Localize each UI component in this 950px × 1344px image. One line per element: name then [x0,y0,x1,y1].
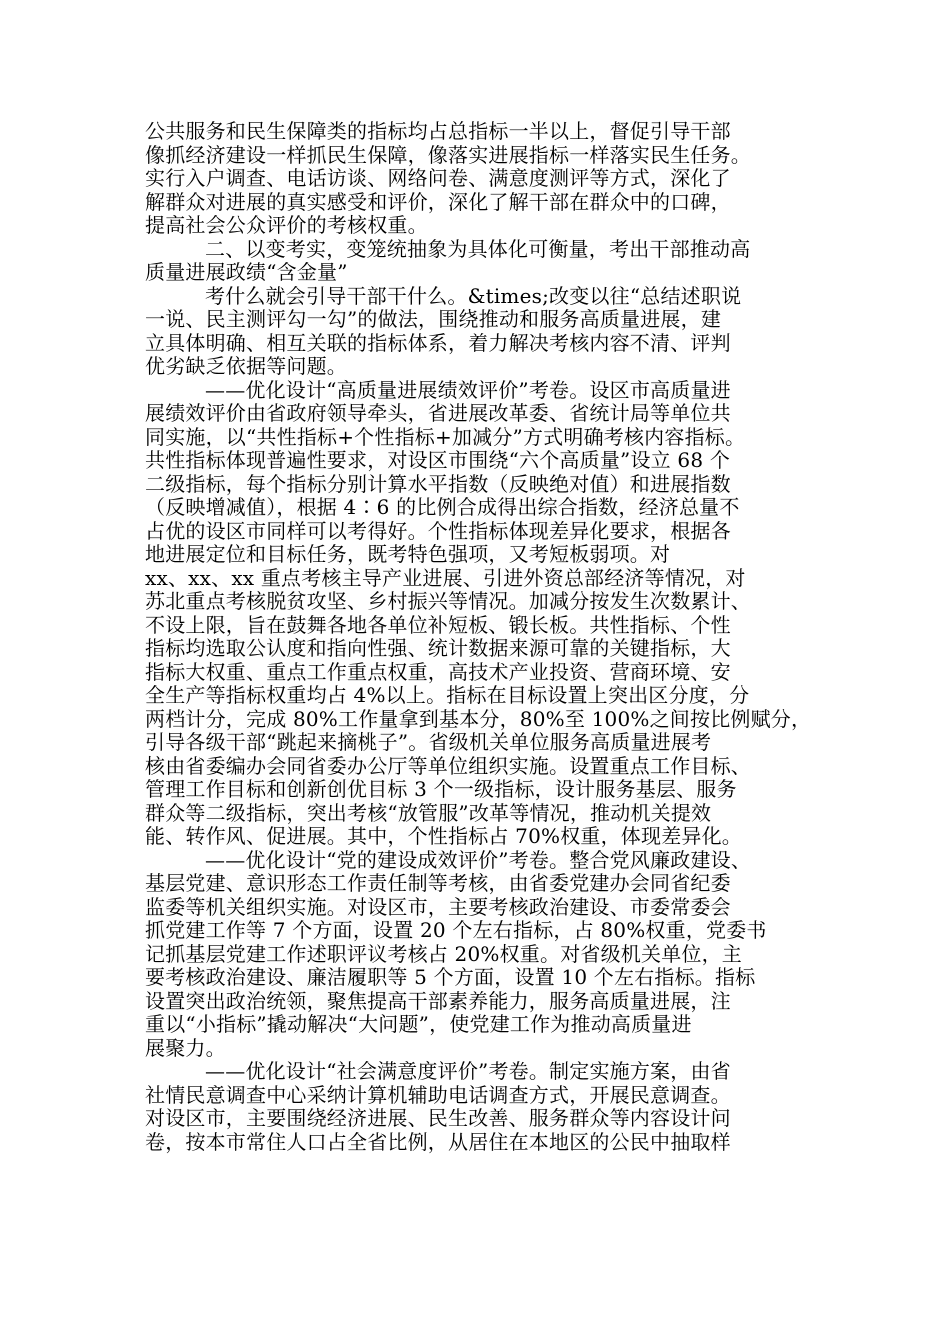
text-line: 同实施，以“共性指标+个性指标+加减分”方式明确考核内容指标。 [145,424,746,449]
text-line: 能、转作风、促进展。其中，个性指标占 70%权重，体现差异化。 [145,824,743,848]
text-line: 监委等机关组织实施。对设区市，主要考核政治建设、市委常委会 [145,894,731,919]
document-body [145,120,825,1154]
text-line: （反映增减值），根据 4∶6 的比例合成得出综合指数，经济总量不 [145,495,740,519]
text-line: ——优化设计“社会满意度评价”考卷。制定实施方案，由省 [205,1059,731,1083]
text-line: 对设区市，主要围绕经济进展、民生改善、服务群众等内容设计问 [145,1106,731,1130]
text-line: 指标大权重、重点工作重点权重，高技术产业投资、营商环境、安 [145,659,731,684]
text-line: 要考核政治建设、廉洁履职等 5 个方面，设置 10 个左右指标。指标 [145,965,756,989]
text-line: 基层党建、意识形态工作责任制等考核，由省委党建办会同省纪委 [145,871,731,895]
text-line: 两档计分，完成 80%工作量拿到基本分，80%至 100%之间按比例赋分， [145,706,812,731]
text-line: 重以“小指标”撬动解决“大问题”，使党建工作为推动高质量进 [145,1012,692,1036]
text-line: ——优化设计“党的建设成效评价”考卷。整合党风廉政建设、 [205,847,752,872]
text-line: 优劣缺乏依据等问题。 [145,354,347,378]
text-line: ——优化设计“高质量进展绩效评价”考卷。设区市高质量进 [205,377,731,402]
text-line: xx、xx、xx 重点考核主导产业进展、引进外资总部经济等情况，对 [145,565,746,590]
text-line: 全生产等指标权重均占 4%以上。指标在目标设置上突出区分度，分 [145,683,750,707]
text-line: 立具体明确、相互关联的指标体系，着力解决考核内容不清、评判 [145,330,731,355]
text-line: 引导各级干部“跳起来摘桃子”。省级机关单位服务高质量进展考 [145,730,712,754]
text-line: 卷，按本市常住人口占全省比例，从居住在本地区的公民中抽取样 [145,1129,731,1154]
text-line: 苏北重点考核脱贫攻坚、乡村振兴等情况。加减分按发生次数累计、 [145,589,751,613]
text-line: 质量进展政绩“含金量” [145,260,348,284]
text-line: 核由省委编办会同省委办公厅等单位组织实施。设置重点工作目标、 [145,753,751,778]
text-line: 实行入户调查、电话访谈、网络问卷、满意度测评等方式，深化了 [145,166,731,190]
text-line: 解群众对进展的真实感受和评价，深化了解干部在群众中的口碑， [145,189,731,214]
text-line: 抓党建工作等 7 个方面，设置 20 个左右指标，占 80%权重，党委书 [145,918,767,942]
text-line: 展聚力。 [145,1035,226,1060]
text-line: 占优的设区市同样可以考得好。个性指标体现差异化要求，根据各 [145,518,731,543]
text-line: 共性指标体现普遍性要求，对设区市围绕“六个高质量”设立 68 个 [145,448,731,472]
text-line: 展绩效评价由省政府领导牵头，省进展改革委、省统计局等单位共 [145,401,731,425]
text-line: 二级指标，每个指标分别计算水平指数（反映绝对值）和进展指数 [145,471,731,496]
text-line: 群众等二级指标，突出考核“放管服”改革等情况，推动机关提效 [145,800,712,825]
text-line: 地进展定位和目标任务，既考特色强项，又考短板弱项。对 [145,542,671,566]
text-line: 社情民意调查中心采纳计算机辅助电话调查方式，开展民意调查。 [145,1082,731,1107]
text-line: 管理工作目标和创新创优目标 3 个一级指标，设计服务基层、服务 [145,777,737,801]
text-line: 设置突出政治统领，聚焦提高干部素养能力，服务高质量进展，注 [145,988,731,1013]
text-line: 提高社会公众评价的考核权重。 [145,213,428,237]
text-line: 记抓基层党建工作述职评议考核占 20%权重。对省级机关单位，主 [145,941,743,966]
text-line: 考什么就会引导干部干什么。&times;改变以往“总结述职说 [205,283,742,308]
text-line: 二、以变考实，变笼统抽象为具体化可衡量，考出干部推动高 [205,236,751,261]
text-line: 指标均选取公认度和指向性强、统计数据来源可靠的关键指标，大 [145,636,731,660]
text-line: 像抓经济建设一样抓民生保障，像落实进展指标一样落实民生任务。 [145,142,751,167]
text-line: 公共服务和民生保障类的指标均占总指标一半以上，督促引导干部 [145,119,731,143]
text-line: 不设上限，旨在鼓舞各地各单位补短板、锻长板。共性指标、个性 [145,612,731,637]
text-line: 一说、民主测评勾一勾”的做法，围绕推动和服务高质量进展，建 [145,307,722,331]
